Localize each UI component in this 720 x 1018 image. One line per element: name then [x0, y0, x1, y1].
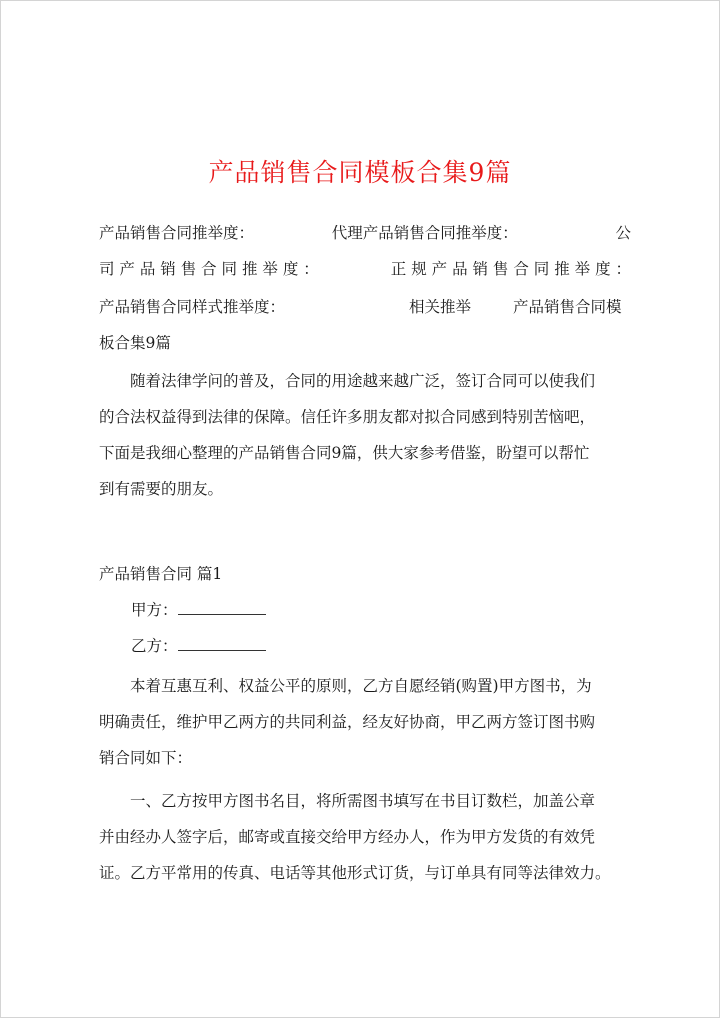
party-b-label: 乙方：	[131, 637, 178, 655]
recommend-link[interactable]: 正 规 产 品 销 售 合 同 推 举 度 ：	[390, 260, 631, 278]
recommend-row-1	[99, 222, 631, 244]
paragraph-line: 一、乙方按甲方图书名目，将所需图书填写在书目订数栏，加盖公章	[130, 792, 596, 810]
paragraph-line: 销合同如下：	[99, 749, 193, 767]
recommend-link[interactable]: 公	[615, 224, 631, 242]
intro-line: 到有需要的朋友。	[99, 480, 224, 498]
paragraph-line: 并由经办人签字后，邮寄或直接交给甲方经办人，作为甲方发货的有效凭	[99, 828, 596, 846]
paragraph-line: 证。乙方平常用的传真、电话等其他形式订货，与订单具有同等法律效力。	[99, 864, 611, 882]
recommend-link[interactable]: 板合集9篇	[99, 334, 171, 352]
party-a-blank	[178, 600, 266, 615]
recommend-link[interactable]: 司 产 品 销 售 合 同 推 举 度 ：	[99, 260, 319, 278]
party-b-blank	[178, 636, 266, 651]
recommend-link[interactable]: 产品销售合同推举度：	[99, 224, 255, 242]
recommend-row-4	[99, 332, 631, 354]
paragraph-line: 本着互惠互利、权益公平的原则，乙方自愿经销(购置)甲方图书，为	[130, 677, 592, 695]
section-heading: 产品销售合同 篇1	[99, 565, 223, 583]
document-title: 产品销售合同模板合集9篇	[208, 158, 512, 187]
party-a-label: 甲方：	[131, 601, 178, 619]
intro-line: 的合法权益得到法律的保障。信任许多朋友都对拟合同感到特别苦恼吧，	[99, 408, 596, 426]
recommend-link[interactable]: 产品销售合同模	[513, 298, 622, 316]
intro-line: 随着法律学问的普及，合同的用途越来越广泛，签订合同可以使我们	[130, 372, 596, 390]
recommend-link[interactable]: 代理产品销售合同推举度：	[331, 224, 518, 242]
recommend-link[interactable]: 相关推举	[409, 298, 472, 316]
party-a-field	[131, 599, 266, 621]
recommend-row-3	[99, 296, 631, 318]
intro-line: 下面是我细心整理的产品销售合同9篇，供大家参考借鉴，盼望可以帮忙	[99, 444, 590, 462]
party-b-field	[131, 635, 266, 657]
recommend-row-2	[99, 258, 631, 280]
recommend-link[interactable]: 产品销售合同样式推举度：	[99, 298, 286, 316]
paragraph-line: 明确责任，维护甲乙两方的共同利益，经友好协商，甲乙两方签订图书购	[99, 713, 596, 731]
